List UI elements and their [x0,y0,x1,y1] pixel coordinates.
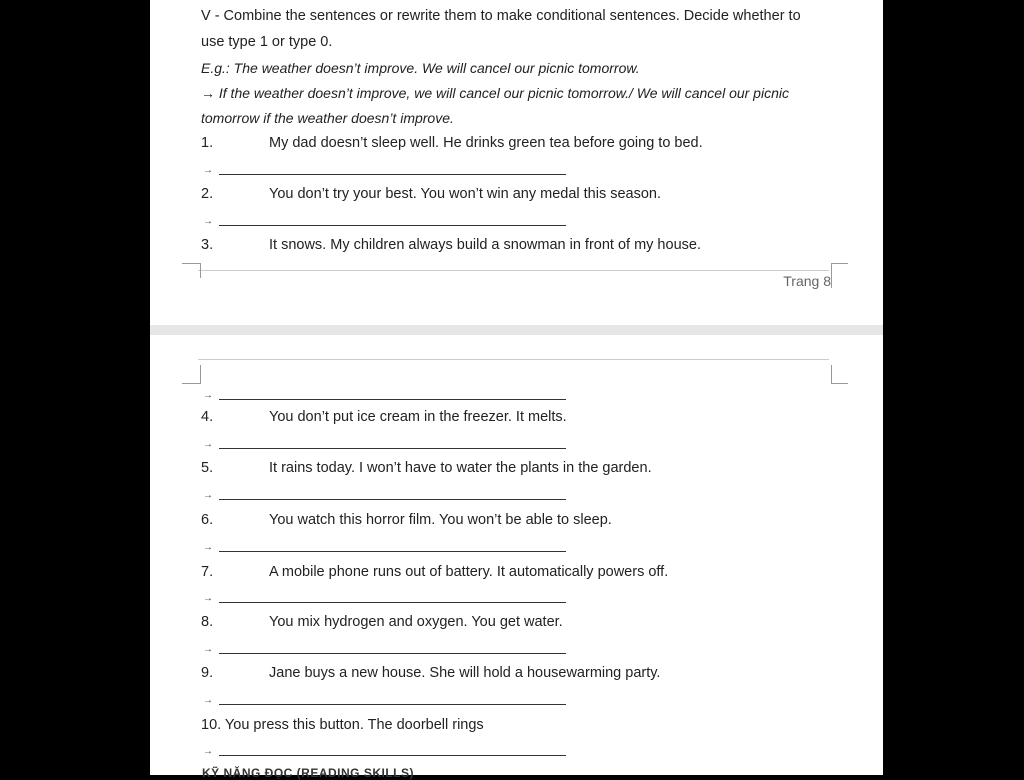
answer-arrow: → [203,746,213,757]
example-sentence: E.g.: The weather doesn’t improve. We will cancel our picnic tomorrow. [201,60,640,76]
answer-arrow: → [203,593,213,604]
page-corner-mark [182,365,201,384]
answer-arrow: → [203,490,213,501]
item-text: It rains today. I won’t have to water the plants in the garden. [269,460,652,476]
next-section-heading: KỸ NĂNG ĐỌC (READING SKILLS) [202,766,414,780]
item-number: 8. [201,614,214,630]
answer-arrow: → [203,390,213,401]
item-number: 6. [201,512,214,528]
item-text: A mobile phone runs out of battery. It automatically powers off. [269,564,669,580]
answer-arrow: → [203,695,213,706]
page-corner-mark [831,365,848,384]
document-page-9 [150,335,883,780]
item-number: 1. [201,135,214,151]
answer-arrow: → [203,644,213,655]
item-text: Jane buys a new house. She will hold a housewarming party. [269,665,661,681]
answer-arrow: → [203,439,213,450]
answer-blank[interactable] [219,755,566,756]
answer-arrow: → [203,542,213,553]
header-rule [198,359,829,360]
item-number: 9. [201,665,214,681]
document-page-8 [150,0,883,325]
answer-blank[interactable] [219,174,566,175]
item-text: It snows. My children always build a snowman in front of my house. [269,237,701,253]
item-number: 3. [201,237,214,253]
example-answer-line1: → If the weather doesn’t improve, we will cancel our picnic tomorrow./ We will cancel our picnic [201,85,789,101]
item-number: 4. [201,409,214,425]
page-gap [150,325,883,335]
answer-arrow: → [203,216,213,227]
item-number: 2. [201,186,214,202]
answer-blank[interactable] [219,225,566,226]
item-text: You mix hydrogen and oxygen. You get water. [269,614,563,630]
item-text: My dad doesn’t sleep well. He drinks green tea before going to bed. [269,135,703,151]
answer-blank[interactable] [219,448,566,449]
answer-arrow: → [203,165,213,176]
answer-blank[interactable] [219,704,566,705]
exercise-heading-line2: use type 1 or type 0. [201,34,333,50]
footer-rule [198,270,829,271]
item-text: You don’t put ice cream in the freezer. It melts. [269,409,567,425]
item-number: 5. [201,460,214,476]
example-answer-line2: tomorrow if the weather doesn’t improve. [201,110,454,126]
exercise-heading-line1: V - Combine the sentences or rewrite them to make conditional sentences. Decide whether to [201,8,801,24]
item-10: 10. You press this button. The doorbell rings [201,717,484,733]
answer-blank[interactable] [219,551,566,552]
answer-blank[interactable] [219,499,566,500]
item-text: You don’t try your best. You won’t win any medal this season. [269,186,662,202]
answer-blank[interactable] [219,653,566,654]
answer-blank[interactable] [219,399,566,400]
page-corner-mark [831,263,848,288]
page-number: Trang 8 [783,273,831,289]
item-text: You watch this horror film. You won’t be able to sleep. [269,512,612,528]
page-corner-mark [182,263,201,278]
item-number: 7. [201,564,214,580]
answer-blank[interactable] [219,602,566,603]
